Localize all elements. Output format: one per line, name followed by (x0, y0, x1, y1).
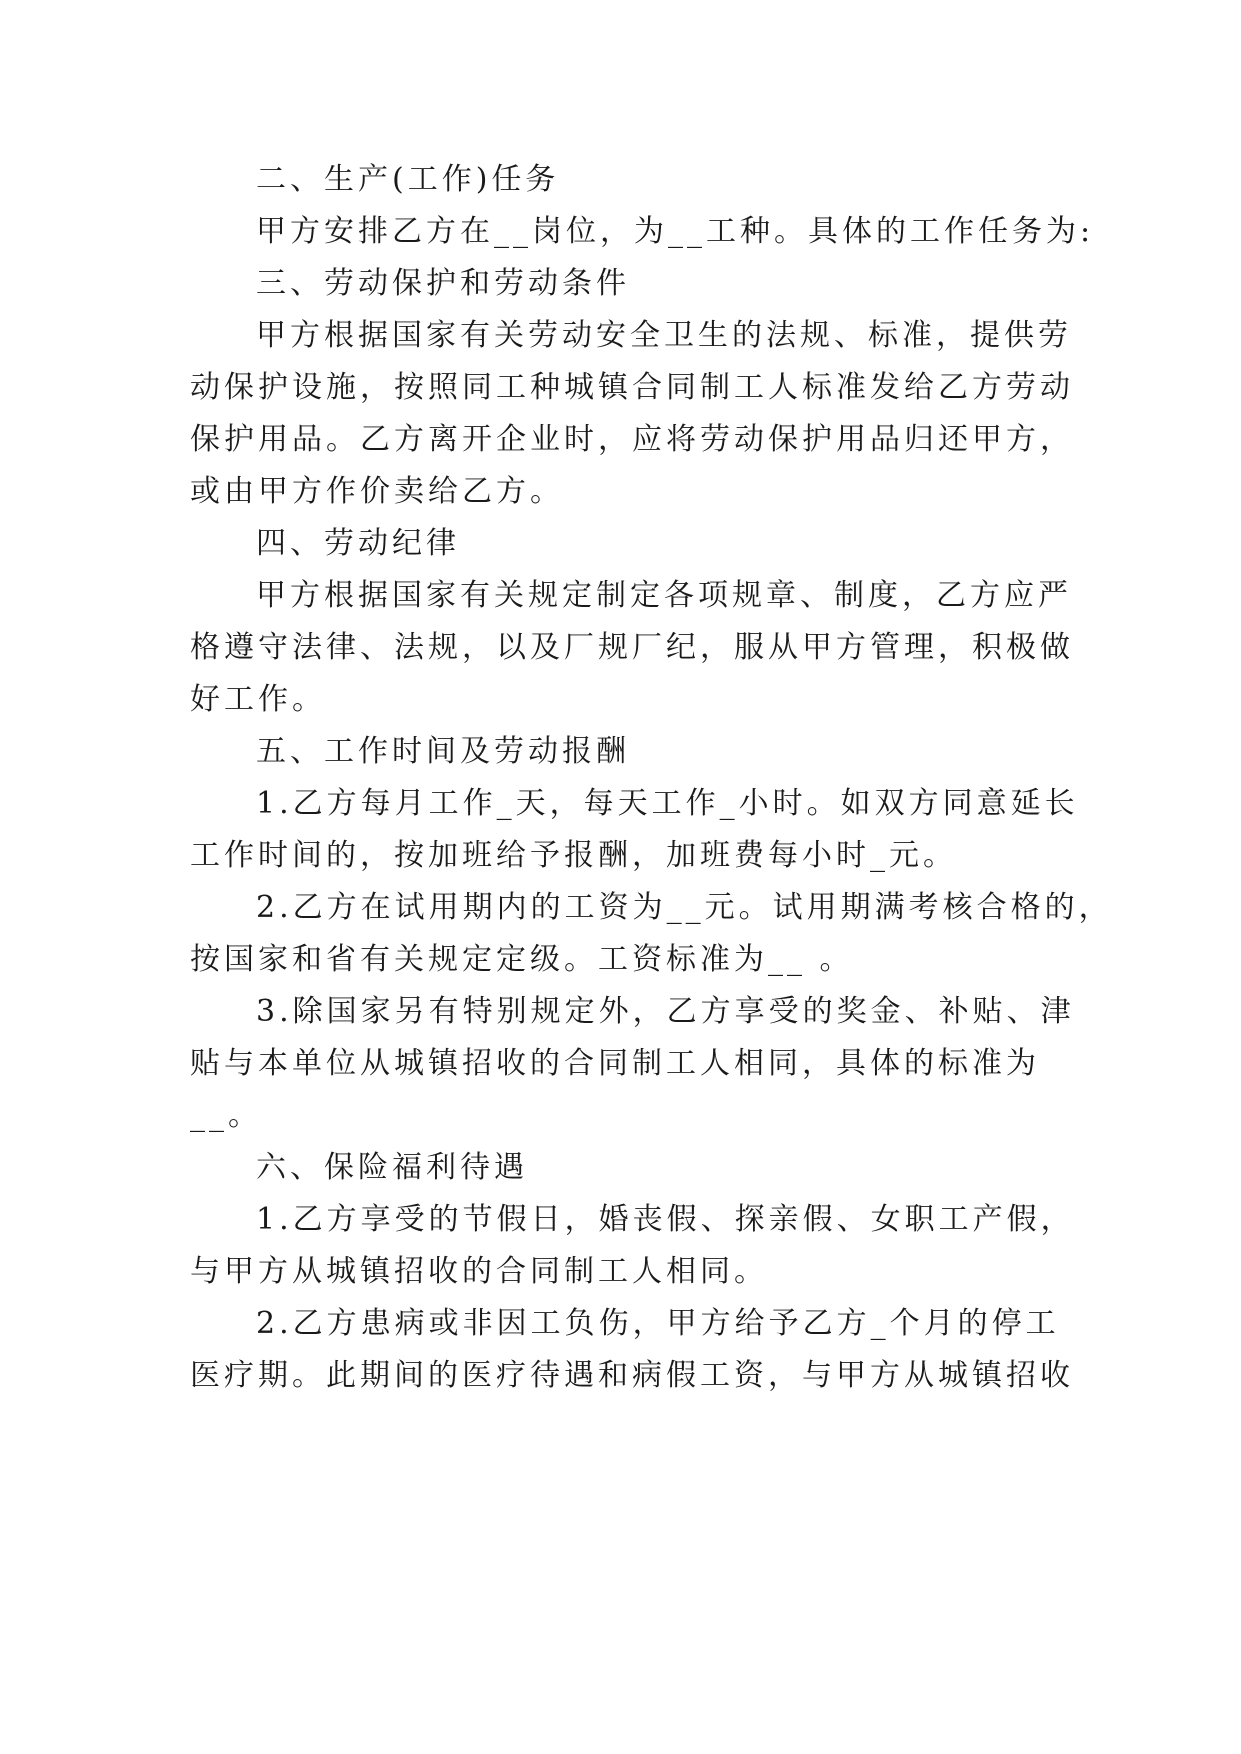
paragraph-line: 甲方根据国家有关规定制定各项规章、制度，乙方应严 (256, 578, 1072, 613)
paragraph-line: 医疗期。此期间的医疗待遇和病假工资，与甲方从城镇招收 (190, 1358, 1074, 1393)
paragraph-line: 保护用品。乙方离开企业时，应将劳动保护用品归还甲方， (190, 422, 1074, 457)
section-heading-5: 五、工作时间及劳动报酬 (256, 734, 630, 769)
paragraph-line: 2.乙方患病或非因工负伤，甲方给予乙方_个月的停工 (256, 1306, 1060, 1341)
paragraph-line: 2.乙方在试用期内的工资为__元。试用期满考核合格的， (256, 890, 1113, 925)
paragraph-line: 1.乙方享受的节假日，婚丧假、探亲假、女职工产假， (256, 1202, 1075, 1237)
paragraph-line: __。 (190, 1098, 262, 1133)
paragraph-line: 1.乙方每月工作_天，每天工作_小时。如双方同意延长 (256, 786, 1079, 821)
paragraph-line: 3.除国家另有特别规定外，乙方享受的奖金、补贴、津 (256, 994, 1075, 1029)
section-heading-2: 二、生产(工作)任务 (256, 162, 560, 197)
paragraph-line: 按国家和省有关规定定级。工资标准为__ 。 (190, 942, 854, 977)
section-heading-6: 六、保险福利待遇 (256, 1150, 528, 1185)
paragraph-line: 甲方安排乙方在__岗位，为__工种。具体的工作任务为: (256, 214, 1095, 249)
section-heading-3: 三、劳动保护和劳动条件 (256, 266, 630, 301)
section-heading-4: 四、劳动纪律 (256, 526, 460, 561)
paragraph-line: 甲方根据国家有关劳动安全卫生的法规、标准，提供劳 (256, 318, 1072, 353)
paragraph-line: 与甲方从城镇招收的合同制工人相同。 (190, 1254, 768, 1289)
paragraph-line: 或由甲方作价卖给乙方。 (190, 474, 564, 509)
paragraph-line: 动保护设施，按照同工种城镇合同制工人标准发给乙方劳动 (190, 370, 1074, 405)
paragraph-line: 贴与本单位从城镇招收的合同制工人相同，具体的标准为 (190, 1046, 1040, 1081)
paragraph-line: 格遵守法律、法规，以及厂规厂纪，服从甲方管理，积极做 (190, 630, 1074, 665)
paragraph-line: 好工作。 (190, 682, 326, 717)
paragraph-line: 工作时间的，按加班给予报酬，加班费每小时_元。 (190, 838, 957, 873)
